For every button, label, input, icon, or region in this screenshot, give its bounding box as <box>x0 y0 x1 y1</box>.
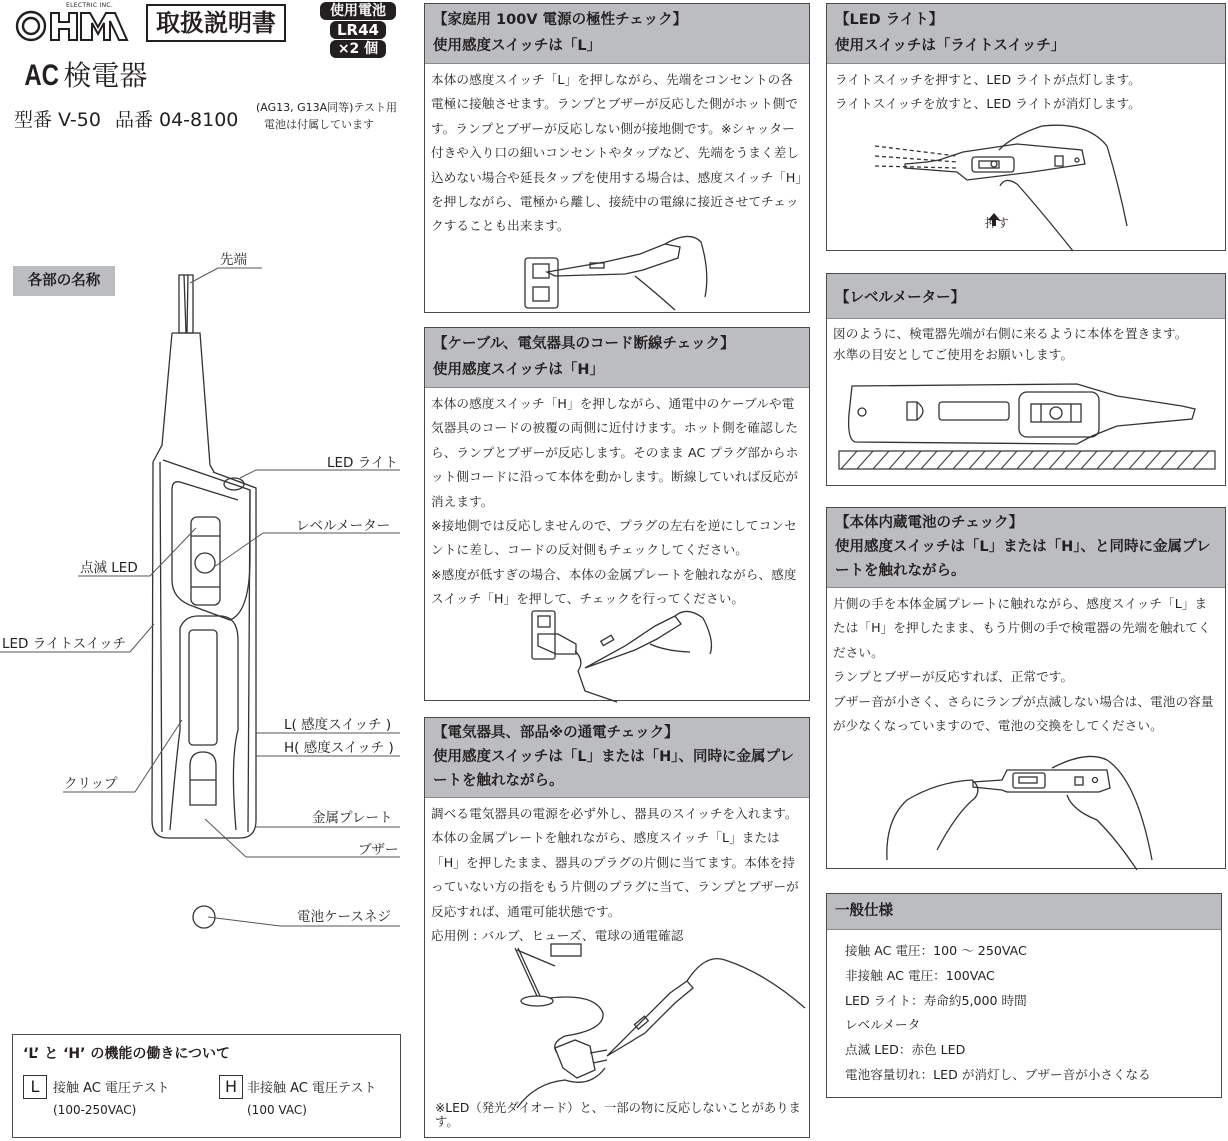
label-buzzer: ブザー <box>358 842 399 858</box>
section-led-title: 【LED ライト】 <box>835 12 944 28</box>
label-metal-plate: 金属プレート <box>312 810 393 826</box>
section-continuity-subtitle: 使用感度スイッチは「L」または「H」、同時に金属プレートを触れながら。 <box>433 749 794 789</box>
section-battery-body-2: ランプとブザーが反応すれば、正常です。 <box>833 669 1074 685</box>
spec-list <box>827 930 1221 1097</box>
section-led-light <box>826 3 1226 251</box>
battery-badge-line1: 使用電池 <box>320 2 396 20</box>
parts-title: 各部の名称 <box>13 266 115 296</box>
lh-title: ‘L’ と ‘H’ の機能の働きについて <box>23 1046 231 1062</box>
section-polarity-title: 【家庭用 100V 電源の極性チェック】 <box>433 12 688 28</box>
spec-item: LED ライト：寿命約5,000 時間 <box>845 992 1027 1008</box>
section-battery-subtitle: 使用感度スイッチは「L」または「H」、と同時に金属プレートを触れながら。 <box>835 539 1211 579</box>
section-cable-title: 【ケーブル、電気器具のコード断線チェック】 <box>433 336 735 352</box>
outlet-test-illustration <box>425 232 811 312</box>
label-led-switch: LED ライトスイッチ <box>2 636 127 652</box>
section-led-line-1: ライトスイッチを押すと、LED ライトが点灯します。 <box>835 72 1141 87</box>
label-led-light: LED ライト <box>327 455 398 471</box>
product-prefix: AC <box>24 59 60 92</box>
spec-item: 電池容量切れ：LED が消灯し、ブザー音が小さくなる <box>845 1066 1151 1082</box>
section-led-line-2: ライトスイッチを放すと、LED ライトが消灯します。 <box>835 96 1141 112</box>
brand-subtitle: ELECTRIC INC. <box>66 2 114 9</box>
battery-check-illustration <box>827 740 1227 870</box>
spec-item: 接触 AC 電圧：100 〜 250VAC <box>845 943 1027 958</box>
label-l-switch: L( 感度スイッチ ) <box>284 717 392 733</box>
section-battery-body-3: ブザー音が小さく、さらにランプが点滅しない場合は、電池の容量が少なくなっていますので、電池の交換をしてください。 <box>833 693 1214 734</box>
section-spec <box>826 893 1222 1098</box>
h-key-box: H <box>219 1075 243 1099</box>
l-range: (100-250VAC) <box>53 1103 137 1117</box>
level-illustration <box>827 374 1227 484</box>
cable-test-illustration <box>425 606 811 696</box>
section-spec-title: 一般仕様 <box>835 903 893 919</box>
section-level-line-1: 図のように、検電器先端が右側に来るように本体を置きます。 <box>833 326 1188 341</box>
label-level-meter: レベルメーター <box>296 518 391 534</box>
label-battery-screw: 電池ケースネジ <box>297 909 391 925</box>
section-battery-body-1: 片側の手を本体金属プレートに触れながら、感度スイッチ「L」または「H」を押したまま、もう片側の手で検電器の先端を触れてください。 <box>833 596 1211 660</box>
section-level-header <box>827 274 1225 319</box>
label-clip: クリップ <box>64 776 118 792</box>
section-battery <box>826 507 1226 869</box>
battery-badge-line3: ×2 個 <box>330 40 386 58</box>
spec-item: 非接触 AC 電圧：100VAC <box>845 967 995 983</box>
battery-note-line2: 電池は付属しています <box>264 118 374 131</box>
section-spec-header <box>827 894 1221 930</box>
section-continuity-title: 【電気器具、部品※の通電チェック】 <box>433 725 679 741</box>
section-level-line-2: 水準の目安としてご使用をお願いします。 <box>833 347 1074 362</box>
battery-badge <box>320 2 396 58</box>
section-continuity-header <box>425 718 809 798</box>
section-cable-subtitle: 使用感度スイッチは「H」 <box>433 362 605 378</box>
continuity-illustration <box>425 938 811 1098</box>
item-code: 品番 04-8100 <box>114 109 239 131</box>
model-number <box>14 106 238 134</box>
section-polarity-body: 本体の感度スイッチ「L」を押しながら、先端をコンセントの各電極に接触させます。ランプとブザーが反応した側がホット側です。ランプとブザーが反応しない側が接地側です。※シャッター付きや入り口の細いコンセントやタップなど、先端をうまく差し込めない場合や延長タップを使用する場合は、感度スイッチ「H」を押しながら、電極から離し、接続中の電線に接近させてチェックすることも出来ます。 <box>431 72 802 234</box>
section-led-header <box>827 4 1225 64</box>
h-range: (100 VAC) <box>247 1103 307 1117</box>
section-cable-header <box>425 328 809 388</box>
battery-note-line1: (AG13, G13A同等)テスト用 <box>256 101 398 114</box>
section-polarity-subtitle: 使用感度スイッチは「L」 <box>433 38 602 54</box>
tester-diagram <box>0 240 410 960</box>
model-code: 型番 V-50 <box>14 109 101 131</box>
led-light-illustration <box>827 116 1227 256</box>
section-cable-body-3: ※感度が低すぎの場合、本体の金属プレートを触れながら、感度スイッチ「H」を押して、チェックを行ってください。 <box>431 566 797 607</box>
section-led-subtitle: 使用スイッチは「ライトスイッチ」 <box>835 38 1066 54</box>
section-continuity-body: 調べる電気器具の電源を必ず外し、器具のスイッチを入れます。本体の金属プレートを触れながら、感度スイッチ「L」または「H」を押したまま、器具のプラグの片側に当てます。本体を持っていない方の指をもう片側のプラグに当て、ランプとブザーが反応すれば、通電可能状態です。 <box>431 806 799 919</box>
label-h-switch: H( 感度スイッチ ) <box>284 740 394 756</box>
label-blink-led: 点滅 LED <box>80 560 138 576</box>
spec-item: レベルメータ <box>845 1017 921 1033</box>
battery-note <box>256 99 397 133</box>
section-level-title: 【レベルメーター】 <box>835 290 966 306</box>
l-key-box: L <box>23 1075 47 1099</box>
spec-item: 点滅 LED：赤色 LED <box>845 1042 966 1058</box>
section-cable-body-1: 本体の感度スイッチ「H」を押しながら、通電中のケーブルや電気器具のコードの被覆の両側に近付けます。ホット側を確認したら、ランプとブザーが反応します。そのまま AC プラグ部からホット側コードに沿って本体を動かします。断線していれば反応が消えます。 <box>431 396 799 509</box>
section-battery-header <box>827 508 1225 588</box>
label-tip: 先端 <box>220 252 247 268</box>
section-continuity-example: 応用例 : バルブ、ヒューズ、電球の通電確認 <box>431 928 684 944</box>
section-cable <box>424 327 810 701</box>
section-polarity <box>424 3 810 313</box>
h-function-label: 非接触 AC 電圧テスト <box>247 1081 377 1096</box>
section-continuity-note: ※LED（発光ダイオード）と、一部の物に反応しないことがあります。 <box>435 1101 801 1129</box>
battery-badge-line2: LR44 <box>330 21 386 39</box>
section-battery-title: 【本体内蔵電池のチェック】 <box>835 515 1024 531</box>
section-level <box>826 273 1226 486</box>
section-polarity-header <box>425 4 809 64</box>
product-title <box>20 56 147 96</box>
section-continuity <box>424 717 810 1138</box>
section-cable-body-2: ※接地側では反応しませんので、プラグの左右を逆にしてコンセントに差し、コードの反対側もチェックしてください。 <box>431 518 797 558</box>
l-function-label: 接触 AC 電圧テスト <box>53 1081 170 1096</box>
push-label: 押す <box>985 216 1010 230</box>
lh-function-box <box>12 1034 401 1138</box>
product-name: 検電器 <box>63 59 148 92</box>
doc-type-label: 取扱説明書 <box>146 4 286 42</box>
ohm-logo <box>14 2 129 42</box>
